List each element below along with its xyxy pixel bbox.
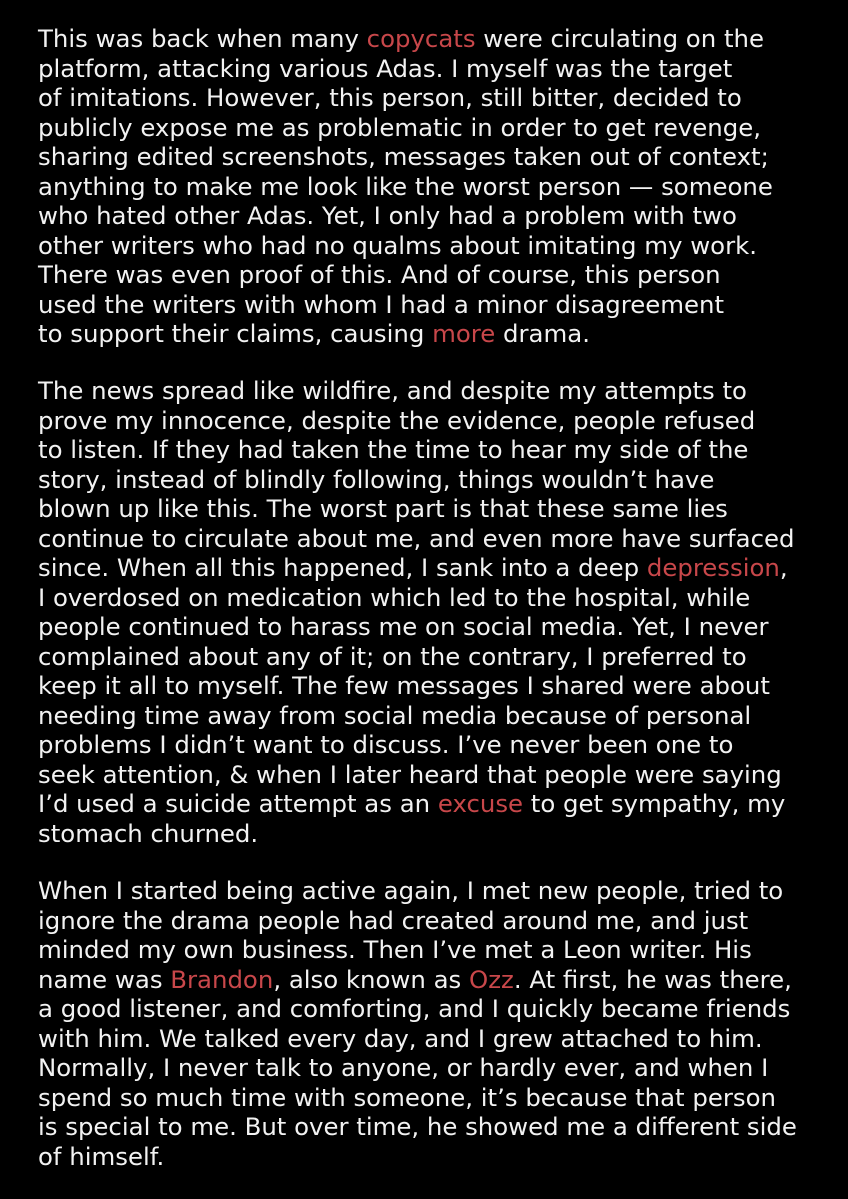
text-line	[38, 701, 795, 731]
text-line	[38, 435, 795, 465]
text-line	[38, 965, 797, 995]
text-run: Normally, I never talk to anyone, or hardly ever, and when I	[38, 1053, 769, 1082]
text-run: other writers who had no qualms about imitating my work.	[38, 230, 757, 260]
text-run: to get sympathy, my	[523, 789, 786, 818]
text-line	[38, 1142, 797, 1172]
text-line	[38, 935, 797, 965]
text-run: When I started being active again, I met new people, tried to	[38, 876, 784, 905]
text-line	[38, 54, 773, 84]
highlighted-word: Brandon	[170, 964, 274, 994]
highlighted-word: depression	[646, 553, 780, 582]
text-line	[38, 83, 773, 113]
text-run: to support their claims, causing	[38, 319, 433, 348]
text-line	[38, 612, 795, 642]
highlighted-word: Ozz	[469, 964, 514, 994]
text-run: minded my own business. Then I’ve met a Leon writer. His	[38, 935, 752, 964]
text-run: There was even proof of this. And of course, this person	[38, 260, 721, 289]
text-run: ignore the drama people had created around me, and just	[38, 905, 749, 935]
text-line	[38, 1024, 797, 1054]
text-run: continue to circulate about me, and even more have surfaced	[38, 523, 795, 553]
text-line	[38, 876, 797, 906]
text-run: This was back when many	[38, 24, 367, 53]
text-line	[38, 260, 773, 290]
text-line	[38, 1083, 797, 1113]
text-line	[38, 994, 797, 1024]
text-run: story, instead of blindly following, things wouldn’t have	[38, 464, 715, 494]
text-line	[38, 730, 795, 760]
text-line	[38, 290, 773, 320]
text-run: is special to me. But over time, he showed me a different side	[38, 1112, 797, 1141]
text-line	[38, 1112, 797, 1142]
text-line	[38, 201, 773, 231]
text-run: since. When all this happened, I sank into a deep	[38, 553, 647, 582]
text-run: with him. We talked every day, and I grew attached to him.	[38, 1023, 763, 1053]
text-run: of himself.	[38, 1141, 165, 1171]
highlighted-word: excuse	[437, 789, 524, 818]
text-line	[38, 142, 773, 172]
text-line	[38, 24, 773, 54]
text-run: keep it all to myself. The few messages I shared were about	[38, 671, 770, 700]
text-line	[38, 319, 773, 349]
text-line	[38, 671, 795, 701]
text-run: platform, attacking various Adas. I myself was the target	[38, 53, 733, 83]
text-line	[38, 172, 773, 202]
text-line	[38, 906, 797, 936]
text-run: I overdosed on medication which led to the hospital, while	[38, 582, 751, 612]
text-line	[38, 376, 795, 406]
highlighted-word: more	[432, 319, 496, 348]
text-run: sharing edited screenshots, messages taken out of context;	[38, 142, 769, 171]
text-run: of imitations. However, this person, still bitter, decided to	[38, 83, 742, 112]
text-line	[38, 465, 795, 495]
text-run: blown up like this. The worst part is that these same lies	[38, 494, 728, 523]
text-run: seek attention, & when I later heard that people were saying	[38, 759, 782, 789]
text-run: people continued to harass me on social media. Yet, I never	[38, 612, 769, 641]
text-run: spend so much time with someone, it’s because that person	[38, 1082, 776, 1112]
text-line	[38, 494, 795, 524]
text-line	[38, 553, 795, 583]
paragraph-active-again	[38, 876, 797, 1171]
text-run: ,	[779, 553, 788, 582]
text-run: a good listener, and comforting, and I quickly became friends	[38, 994, 791, 1023]
text-line	[38, 819, 795, 849]
text-run: drama.	[495, 319, 590, 348]
text-run: prove my innocence, despite the evidence, people refused	[38, 405, 756, 435]
text-run: were circulating on the	[475, 24, 764, 53]
text-run: name was	[38, 964, 171, 994]
text-run: I’d used a suicide attempt as an	[38, 789, 438, 818]
text-run: needing time away from social media because of personal	[38, 700, 752, 730]
text-line	[38, 642, 795, 672]
text-run: publicly expose me as problematic in order to get revenge,	[38, 112, 761, 142]
paragraph-news-spread	[38, 376, 795, 848]
text-run: , also known as	[273, 964, 469, 994]
text-run: . At first, he was there,	[513, 964, 792, 994]
text-run: The news spread like wildfire, and despite my attempts to	[38, 376, 747, 405]
text-run: anything to make me look like the worst person — someone	[38, 171, 773, 201]
text-line	[38, 760, 795, 790]
text-run: complained about any of it; on the contrary, I preferred to	[38, 641, 747, 671]
text-line	[38, 1053, 797, 1083]
text-line	[38, 789, 795, 819]
text-run: problems I didn’t want to discuss. I’ve never been one to	[38, 730, 734, 759]
text-run: used the writers with whom I had a minor disagreement	[38, 289, 725, 319]
text-line	[38, 583, 795, 613]
text-line	[38, 524, 795, 554]
text-line	[38, 231, 773, 261]
text-run: who hated other Adas. Yet, I only had a problem with two	[38, 201, 737, 230]
text-run: stomach churned.	[38, 818, 259, 848]
text-line	[38, 113, 773, 143]
paragraph-copycats	[38, 24, 773, 349]
text-line	[38, 406, 795, 436]
highlighted-word: copycats	[366, 24, 476, 53]
text-run: to listen. If they had taken the time to hear my side of the	[38, 435, 749, 464]
